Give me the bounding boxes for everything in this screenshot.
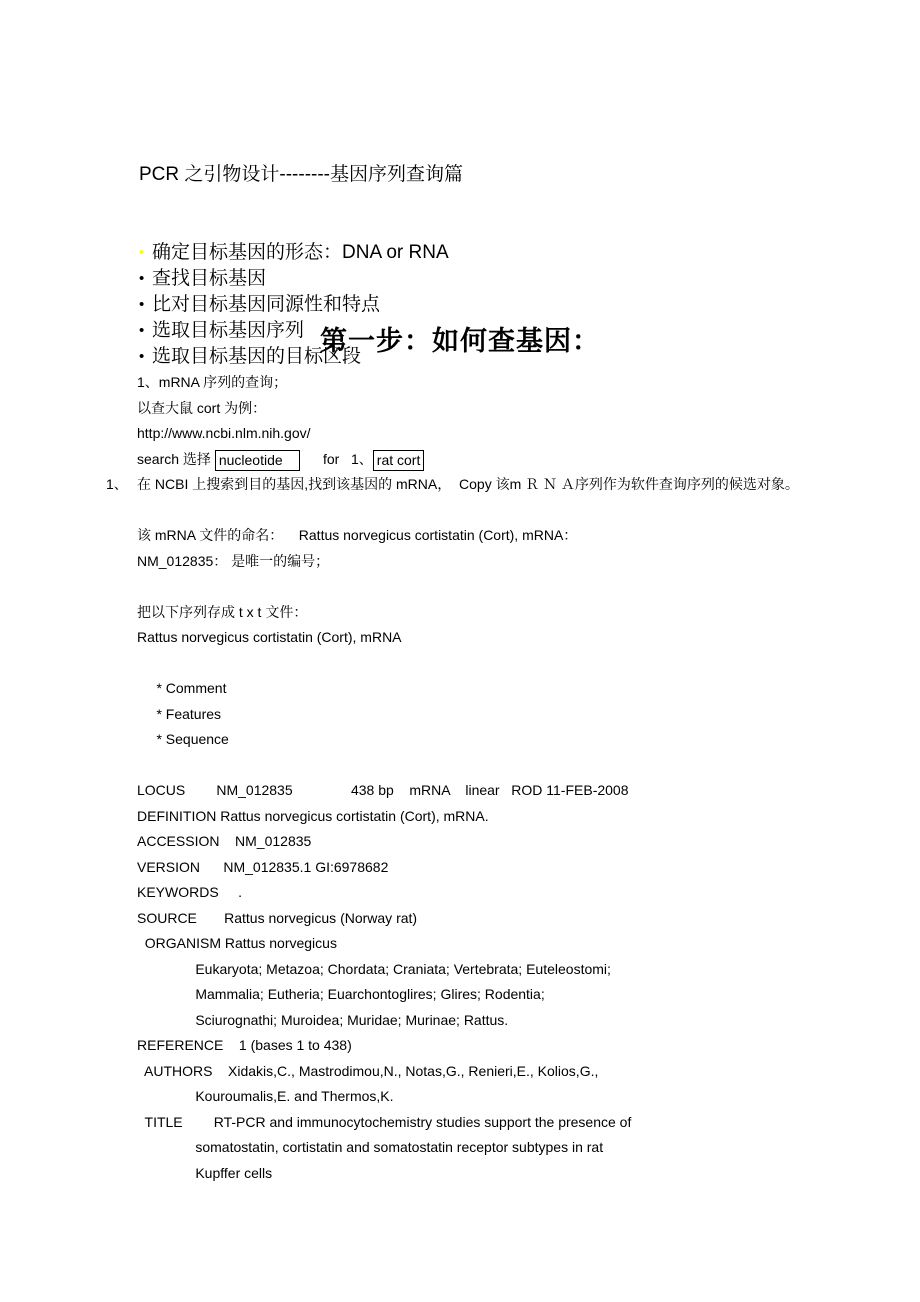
text-segment: search 选择	[137, 450, 215, 467]
list-number: 1、	[106, 476, 128, 492]
text-segment: VERSION NM_012835.1 GI:6978682	[137, 858, 389, 875]
text-line	[137, 880, 917, 906]
text-segment: somatostatin, cortistatin and somatostatin receptor subtypes in rat	[137, 1139, 604, 1155]
text-line	[137, 549, 917, 575]
text-line	[137, 855, 917, 881]
text-line	[137, 1084, 917, 1110]
text-line	[137, 727, 917, 753]
bullet-item	[139, 266, 463, 292]
text-segment: KEYWORDS .	[137, 884, 243, 900]
text-line	[137, 957, 917, 983]
text-line	[137, 498, 917, 524]
text-line	[106, 472, 917, 498]
bullet-icon: •	[139, 348, 145, 365]
text-segment: * Sequence	[137, 731, 229, 747]
text-line	[137, 523, 917, 549]
text-segment: * Comment	[137, 680, 227, 696]
text-line	[137, 931, 917, 957]
text-line	[137, 804, 917, 830]
text-line	[137, 574, 917, 600]
text-segment: SOURCE Rattus norvegicus (Norway rat)	[137, 909, 418, 926]
text-segment: 以查大鼠 cort 为例：	[137, 399, 267, 416]
bullet-icon: •	[139, 322, 145, 339]
text-line	[137, 1161, 917, 1187]
bullet-label: 选取目标基因的目标区段	[152, 346, 362, 367]
text-segment: Eukaryota; Metazoa; Chordata; Craniata; Vertebrata; Euteleostomi;	[137, 960, 611, 977]
bullet-label: 确定目标基因的形态：DNA or RNA	[152, 242, 449, 263]
text-segment: 把以下序列存成 t x t 文件：	[137, 603, 308, 620]
text-segment: 该 mRNA 文件的命名： Rattus norvegicus cortistatin (Cort), mRNA：	[137, 527, 578, 543]
boxed-term: nucleotide	[215, 450, 300, 471]
text-segment: LOCUS NM_012835 438 bp mRNA linear ROD 11-FEB-2008	[137, 782, 629, 798]
text-line	[137, 447, 917, 473]
bullet-item	[139, 240, 463, 266]
bullet-label: 选取目标基因序列	[152, 320, 305, 341]
text-segment: for 1、	[299, 450, 373, 467]
text-line	[137, 676, 917, 702]
boxed-term: rat cort	[373, 450, 425, 471]
bullet-icon: •	[139, 244, 145, 261]
text-segment: Kupffer cells	[137, 1164, 273, 1181]
text-segment: 在 NCBI 上搜索到目的基因,找到该基因的 mRNA， Copy 该m Ｒ Ｎ Ａ序列作为软件查询序列的候选对象。	[137, 476, 799, 492]
text-segment: DEFINITION Rattus norvegicus cortistatin (Cort), mRNA.	[137, 807, 489, 824]
text-segment: Rattus norvegicus cortistatin (Cort), mRNA	[137, 629, 402, 645]
text-line	[137, 778, 917, 804]
text-line	[137, 396, 917, 422]
text-line	[137, 600, 917, 626]
text-line	[137, 1008, 917, 1034]
text-segment: 1、mRNA 序列的查询；	[137, 374, 288, 390]
text-segment: http://www.ncbi.nlm.nih.gov/	[137, 425, 311, 441]
document-title: PCR 之引物设计--------基因序列查询篇	[139, 164, 464, 185]
text-line	[137, 370, 917, 396]
text-segment: ACCESSION NM_012835	[137, 833, 312, 849]
text-segment: Sciurognathi; Muroidea; Muridae; Murinae; Rattus.	[137, 1011, 509, 1028]
text-line	[137, 1110, 917, 1136]
text-line	[137, 1033, 917, 1059]
text-segment: Kouroumalis,E. and Thermos,K.	[137, 1088, 394, 1104]
text-line	[137, 753, 917, 779]
text-line	[137, 651, 917, 677]
text-line	[137, 829, 917, 855]
body-text	[106, 370, 917, 1186]
bullet-icon: •	[139, 270, 145, 287]
text-segment: REFERENCE 1 (bases 1 to 438)	[137, 1037, 352, 1053]
text-line	[137, 625, 917, 651]
text-segment: Mammalia; Eutheria; Euarchontoglires; Glires; Rodentia;	[137, 986, 545, 1002]
text-line	[137, 421, 917, 447]
text-segment: TITLE RT-PCR and immunocytochemistry studies support the presence of	[137, 1113, 632, 1130]
bullet-label: 比对目标基因同源性和特点	[152, 294, 381, 315]
section-heading: 第一步：如何查基因：	[320, 326, 600, 356]
bullet-label: 查找目标基因	[152, 268, 267, 289]
text-segment: NM_012835： 是唯一的编号；	[137, 552, 330, 569]
text-line	[137, 1059, 917, 1085]
text-line	[137, 982, 917, 1008]
text-line	[137, 702, 917, 728]
text-segment: ORGANISM Rattus norvegicus	[137, 935, 337, 951]
text-segment: AUTHORS Xidakis,C., Mastrodimou,N., Notas,G., Renieri,E., Kolios,G.,	[137, 1062, 599, 1079]
bullet-item	[139, 292, 463, 318]
text-line	[137, 906, 917, 932]
bullet-icon: •	[139, 296, 145, 313]
text-line	[137, 1135, 917, 1161]
text-segment: * Features	[137, 705, 222, 722]
